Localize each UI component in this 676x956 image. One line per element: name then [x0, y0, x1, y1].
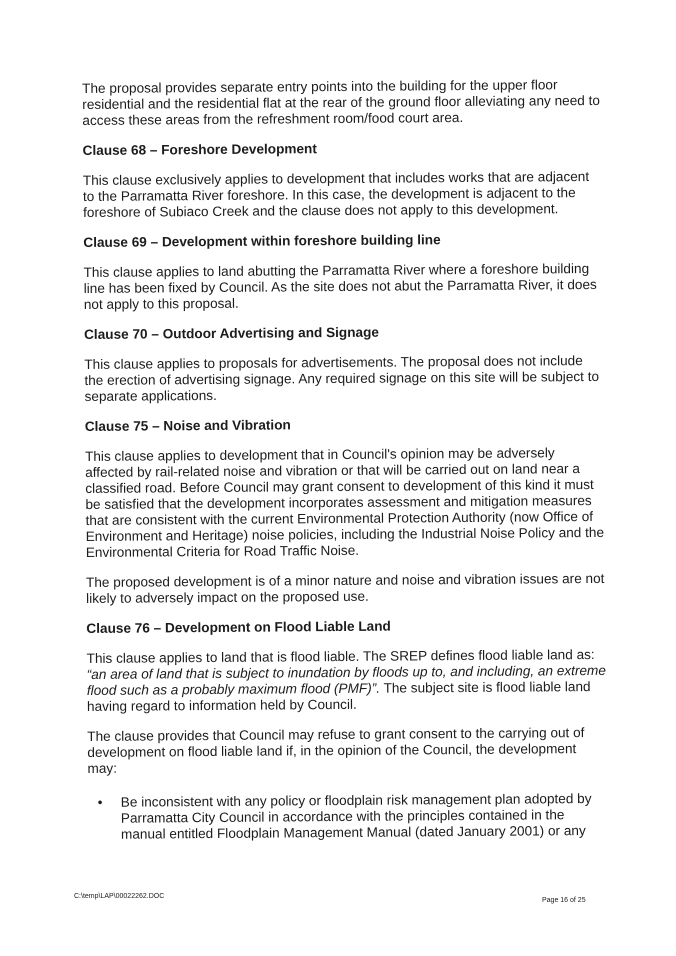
heading-clause-75: Clause 75 – Noise and Vibration — [84, 417, 291, 434]
clause-76-bullet-list — [88, 791, 608, 843]
clause-76-definition-intro: This clause applies to land that is flood liable. The SREP defines flood liable land as: — [86, 646, 595, 666]
heading-clause-76: Clause 76 – Development on Flood Liable Land — [86, 618, 391, 636]
flood-liable-definition-quote: “an area of land that is subject to inundation by floods up to, and including, an extreme flood such as a probably maximum flood (PMF)”. — [86, 662, 606, 698]
heading-clause-69: Clause 69 – Development within foreshore building line — [83, 232, 441, 250]
clause-76-paragraph-2: The clause provides that Council may refuse to grant consent to the carrying out of development on flood liable land if, in the opinion of the Council, the development may: — [87, 725, 585, 776]
footer-page-number: Page 16 of 25 — [542, 897, 586, 904]
bullet-icon: • — [97, 794, 103, 810]
clause-75-paragraph-2: The proposed development is of a minor nature and noise and vibration issues are not likely to adversely impact on the proposed use. — [85, 570, 605, 606]
clause-76-paragraph-1 — [87, 647, 607, 715]
clause-70-paragraph: This clause applies to proposals for advertisements. The proposal does not include the erection of advertising signage. Any required signage on this site will be subject to separate applications. — [84, 353, 600, 404]
heading-clause-70: Clause 70 – Outdoor Advertising and Signage — [84, 324, 379, 342]
intro-paragraph: The proposal provides separate entry points into the building for the upper floor residential and the residential flat at the rear of the ground floor alleviating any need to access these areas from the refreshment room/food court area. — [82, 77, 600, 128]
list-item — [88, 791, 608, 843]
footer-file-path: C:\temp\LAP\00022262.DOC — [74, 893, 165, 900]
bullet-text: Be inconsistent with any policy or floodplain risk management plan adopted by Parramatta City Council in accordance with the principles contained in the manual entitled Floodplain Management Manual (dated January 2001) or any — [120, 791, 592, 842]
clause-76-definition-outro: The subject site is flood liable land having regard to information held by Council. — [86, 679, 591, 714]
clause-68-paragraph: This clause exclusively applies to development that includes works that are adjacent to the Parramatta River foreshore. In this case, the development is adjacent to the foreshore of Subiaco Creek and the clause does not apply to this development. — [82, 169, 590, 220]
clause-69-paragraph: This clause applies to land abutting the Parramatta River where a foreshore building line has been fixed by Council. As the site does not abut the Parramatta River, it does not apply to this proposal. — [83, 261, 597, 312]
document-page — [82, 66, 608, 843]
heading-clause-68: Clause 68 – Foreshore Development — [82, 141, 317, 158]
clause-75-paragraph-1: This clause applies to development that in Council's opinion may be adversely affected by rail-related noise and vibration or that will be carried out on land near a classified road. Before Council may grant consent to development of this kind it must be satisfied that the development incorporates assessment and mitigation measures that are consistent with the current Environmental Protection Authority (now Office of Environment and Heritage) noise policies, including the Industrial Noise Policy and the Environmental Criteria for Road Traffic Noise. — [84, 445, 605, 560]
